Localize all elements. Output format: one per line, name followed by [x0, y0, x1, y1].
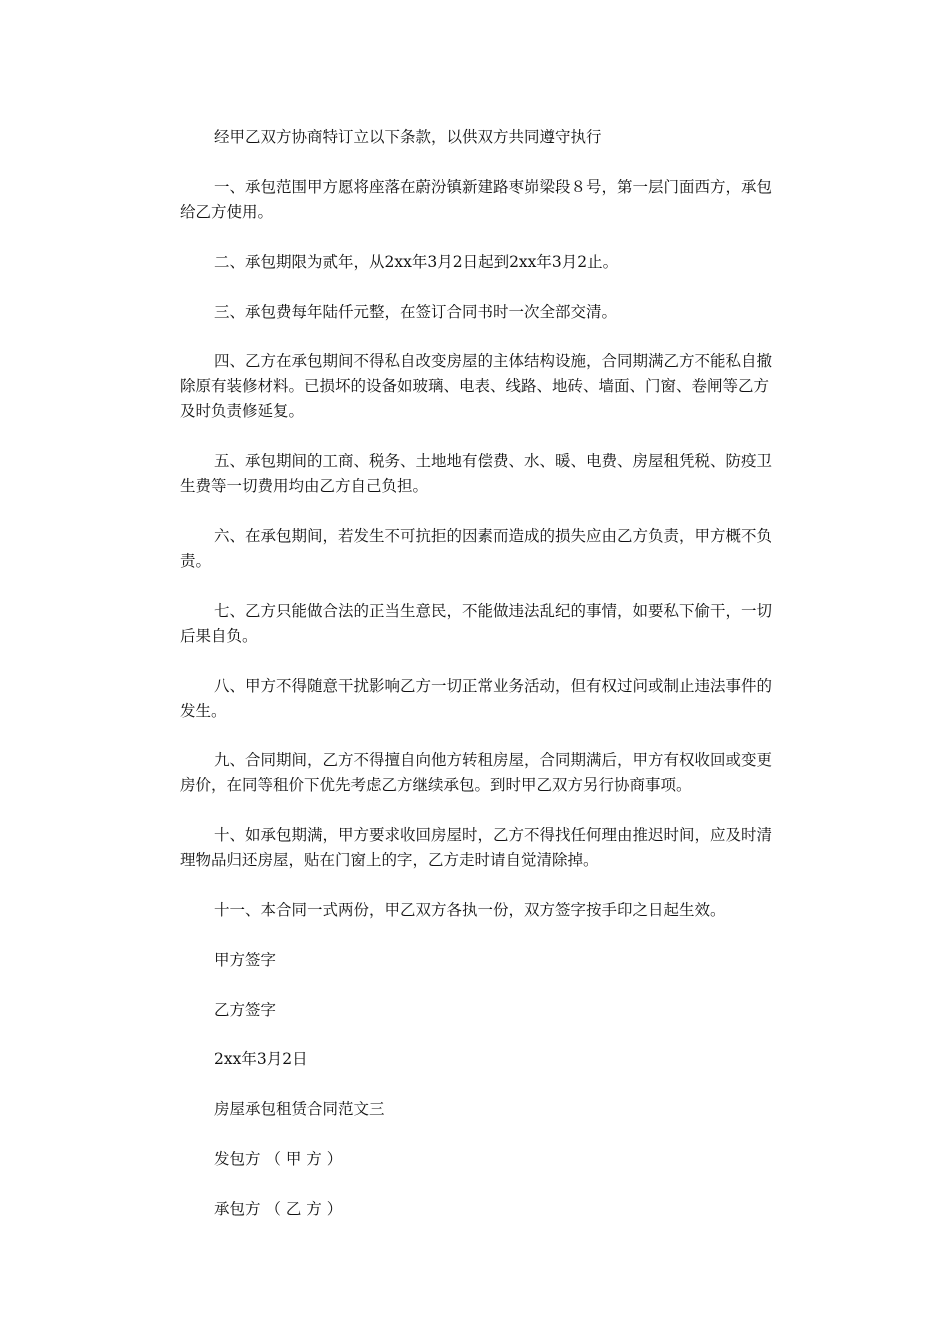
signing-date: 2xx年3月2日: [214, 1050, 308, 1068]
next-contract-title: 房屋承包租赁合同范文三: [214, 1100, 385, 1118]
clause-7: 七、乙方只能做合法的正当生意民，不能做违法乱纪的事情，如要私下偷干，一切后果自负。: [180, 602, 773, 645]
clause-10: 十、如承包期满，甲方要求收回房屋时，乙方不得找任何理由推迟时间，应及时清理物品归还房屋，贴在门窗上的字，乙方走时请自觉清除掉。: [180, 826, 773, 869]
clause-9: 九、合同期间，乙方不得擅自向他方转租房屋，合同期满后，甲方有权收回或变更房价，在同等租价下优先考虑乙方继续承包。到时甲乙双方另行协商事项。: [180, 751, 773, 794]
clause-11: 十一、本合同一式两份，甲乙双方各执一份，双方签字按手印之日起生效。: [214, 901, 726, 919]
clause-4: 四、乙方在承包期间不得私自改变房屋的主体结构设施，合同期满乙方不能私自撤除原有装修材料。已损坏的设备如玻璃、电表、线路、地砖、墙面、门窗、卷闸等乙方及时负责修延复。: [180, 352, 773, 420]
party-b-label: 承包方 （ 乙 方 ）: [214, 1200, 343, 1218]
clause-1: 一、承包范围甲方愿将座落在蔚汾镇新建路枣峁梁段８号，第一层门面西方，承包给乙方使用。: [180, 178, 773, 221]
clause-6: 六、在承包期间，若发生不可抗拒的因素而造成的损失应由乙方负责，甲方概不负责。: [180, 527, 773, 570]
clause-3: 三、承包费每年陆仟元整，在签订合同书时一次全部交清。: [214, 303, 618, 321]
signature-party-a: 甲方签字: [214, 951, 277, 969]
clause-8: 八、甲方不得随意干扰影响乙方一切正常业务活动，但有权过问或制止违法事件的发生。: [180, 677, 773, 720]
clause-5: 五、承包期间的工商、税务、土地地有偿费、水、暖、电费、房屋租凭税、防疫卫生费等一切费用均由乙方自己负担。: [180, 452, 773, 495]
clause-2: 二、承包期限为贰年，从2xx年3月2日起到2xx年3月2止。: [214, 253, 619, 271]
intro-paragraph: 经甲乙双方协商特订立以下条款，以供双方共同遵守执行: [214, 128, 602, 146]
party-a-label: 发包方 （ 甲 方 ）: [214, 1150, 343, 1168]
signature-party-b: 乙方签字: [214, 1001, 277, 1019]
